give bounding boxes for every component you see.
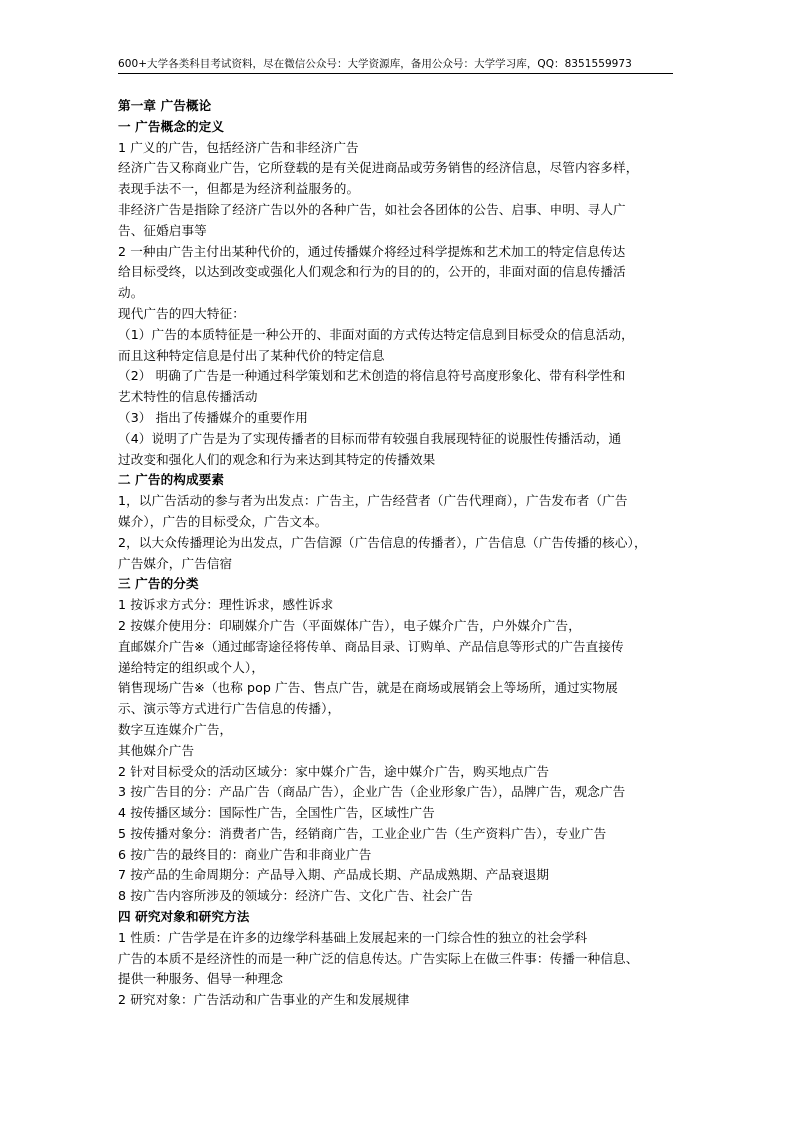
paragraph-line: 广告媒介，广告信宿 [118,555,233,571]
paragraph-line: 动。 [118,285,144,301]
paragraph-line: （2） 明确了广告是一种通过科学策划和艺术创造的将信息符号高度形象化、带有科学性和 [118,368,626,384]
paragraph-line: 1，以广告活动的参与者为出发点：广告主，广告经营者（广告代理商），广告发布者（广告 [118,493,628,509]
paragraph-line: 1 性质：广告学是在许多的边缘学科基础上发展起来的一门综合性的独立的社会学科 [118,929,588,945]
page-header: 600+大学各类科目考试资料，尽在微信公众号：大学资源库，备用公众号：大学学习库，QQ：8351559973 [118,56,673,74]
paragraph-line: 过改变和强化人们的观念和行为来达到其特定的传播效果 [118,451,436,467]
paragraph-line: 3 按广告目的分：产品广告（商品广告），企业广告（企业形象广告），品牌广告，观念广告 [118,784,626,800]
paragraph-line: 示、演示等方式进行广告信息的传播）， [118,701,341,717]
paragraph-line: 艺术特性的信息传播活动 [118,389,258,405]
paragraph-line: 2 一种由广告主付出某种代价的，通过传播媒介将经过科学提炼和艺术加工的特定信息传达 [118,243,626,259]
paragraph-line: 广告的本质不是经济性的而是一种广泛的信息传达。广告实际上在做三件事：传播一种信息、 [118,950,639,966]
paragraph-line: 6 按广告的最终目的：商业广告和非商业广告 [118,846,372,862]
section-heading: 四 研究对象和研究方法 [118,909,250,925]
paragraph-line: 2 按媒介使用分：印刷媒介广告（平面媒体广告），电子媒介广告，户外媒介广告， [118,617,581,633]
paragraph-line: 告、征婚启事等 [118,222,207,238]
paragraph-line: 而且这种特定信息是付出了某种代价的特定信息 [118,347,385,363]
paragraph-line: 1 按诉求方式分：理性诉求，感性诉求 [118,597,334,613]
paragraph-line: 2，以大众传播理论为出发点，广告信源（广告信息的传播者），广告信息（广告传播的核心）， [118,534,647,550]
paragraph-line: （3） 指出了传播媒介的重要作用 [118,409,308,425]
document-body [118,96,676,1011]
paragraph-line: 2 研究对象：广告活动和广告事业的产生和发展规律 [118,992,410,1008]
paragraph-line: 给目标受终，以达到改变或强化人们观念和行为的目的的，公开的，非面对面的信息传播活 [118,264,626,280]
paragraph-line: （4）说明了广告是为了实现传播者的目标而带有较强自我展现特征的说服性传播活动，通 [118,430,622,446]
paragraph-line: 8 按广告内容所涉及的领域分：经济广告、文化广告、社会广告 [118,888,473,904]
section-heading: 三 广告的分类 [118,576,199,592]
paragraph-line: 表现手法不一，但都是为经济利益服务的。 [118,181,360,197]
paragraph-line: 经济广告又称商业广告，它所登载的是有关促进商品或劳务销售的经济信息，尽管内容多样， [118,160,639,176]
paragraph-line: 1 广义的广告，包括经济广告和非经济广告 [118,139,359,155]
paragraph-line: 非经济广告是指除了经济广告以外的各种广告，如社会各团体的公告、启事、申明、寻人广 [118,201,626,217]
paragraph-line: 销售现场广告※（也称 pop 广告、售点广告，就是在商场或展销会上等场所，通过实物展 [118,680,618,696]
paragraph-line: 4 按传播区域分：国际性广告，全国性广告，区域性广告 [118,805,435,821]
section-heading: 一 广告概念的定义 [118,118,225,134]
section-heading: 第一章 广告概论 [118,98,212,113]
paragraph-line: 递给特定的组织或个人）， [118,659,265,675]
paragraph-line: 媒介），广告的目标受众，广告文本。 [118,513,328,529]
paragraph-line: 提供一种服务、倡导一种理念 [118,971,284,987]
paragraph-line: 7 按产品的生命周期分：产品导入期、产品成长期、产品成熟期、产品衰退期 [118,867,550,883]
paragraph-line: 其他媒介广告 [118,742,195,758]
paragraph-line: （1）广告的本质特征是一种公开的、非面对面的方式传达特定信息到目标受众的信息活动， [118,326,634,342]
paragraph-line: 数字互连媒介广告， [118,721,233,737]
paragraph-line: 现代广告的四大特征： [118,305,245,321]
section-heading: 二 广告的构成要素 [118,472,225,488]
paragraph-line: 5 按传播对象分：消费者广告，经销商广告，工业企业广告（生产资料广告），专业广告 [118,825,607,841]
paragraph-line: 直邮媒介广告※（通过邮寄途径将传单、商品目录、订购单、产品信息等形式的广告直接传 [118,638,624,654]
paragraph-line: 2 针对目标受众的活动区域分：家中媒介广告，途中媒介广告，购买地点广告 [118,763,550,779]
